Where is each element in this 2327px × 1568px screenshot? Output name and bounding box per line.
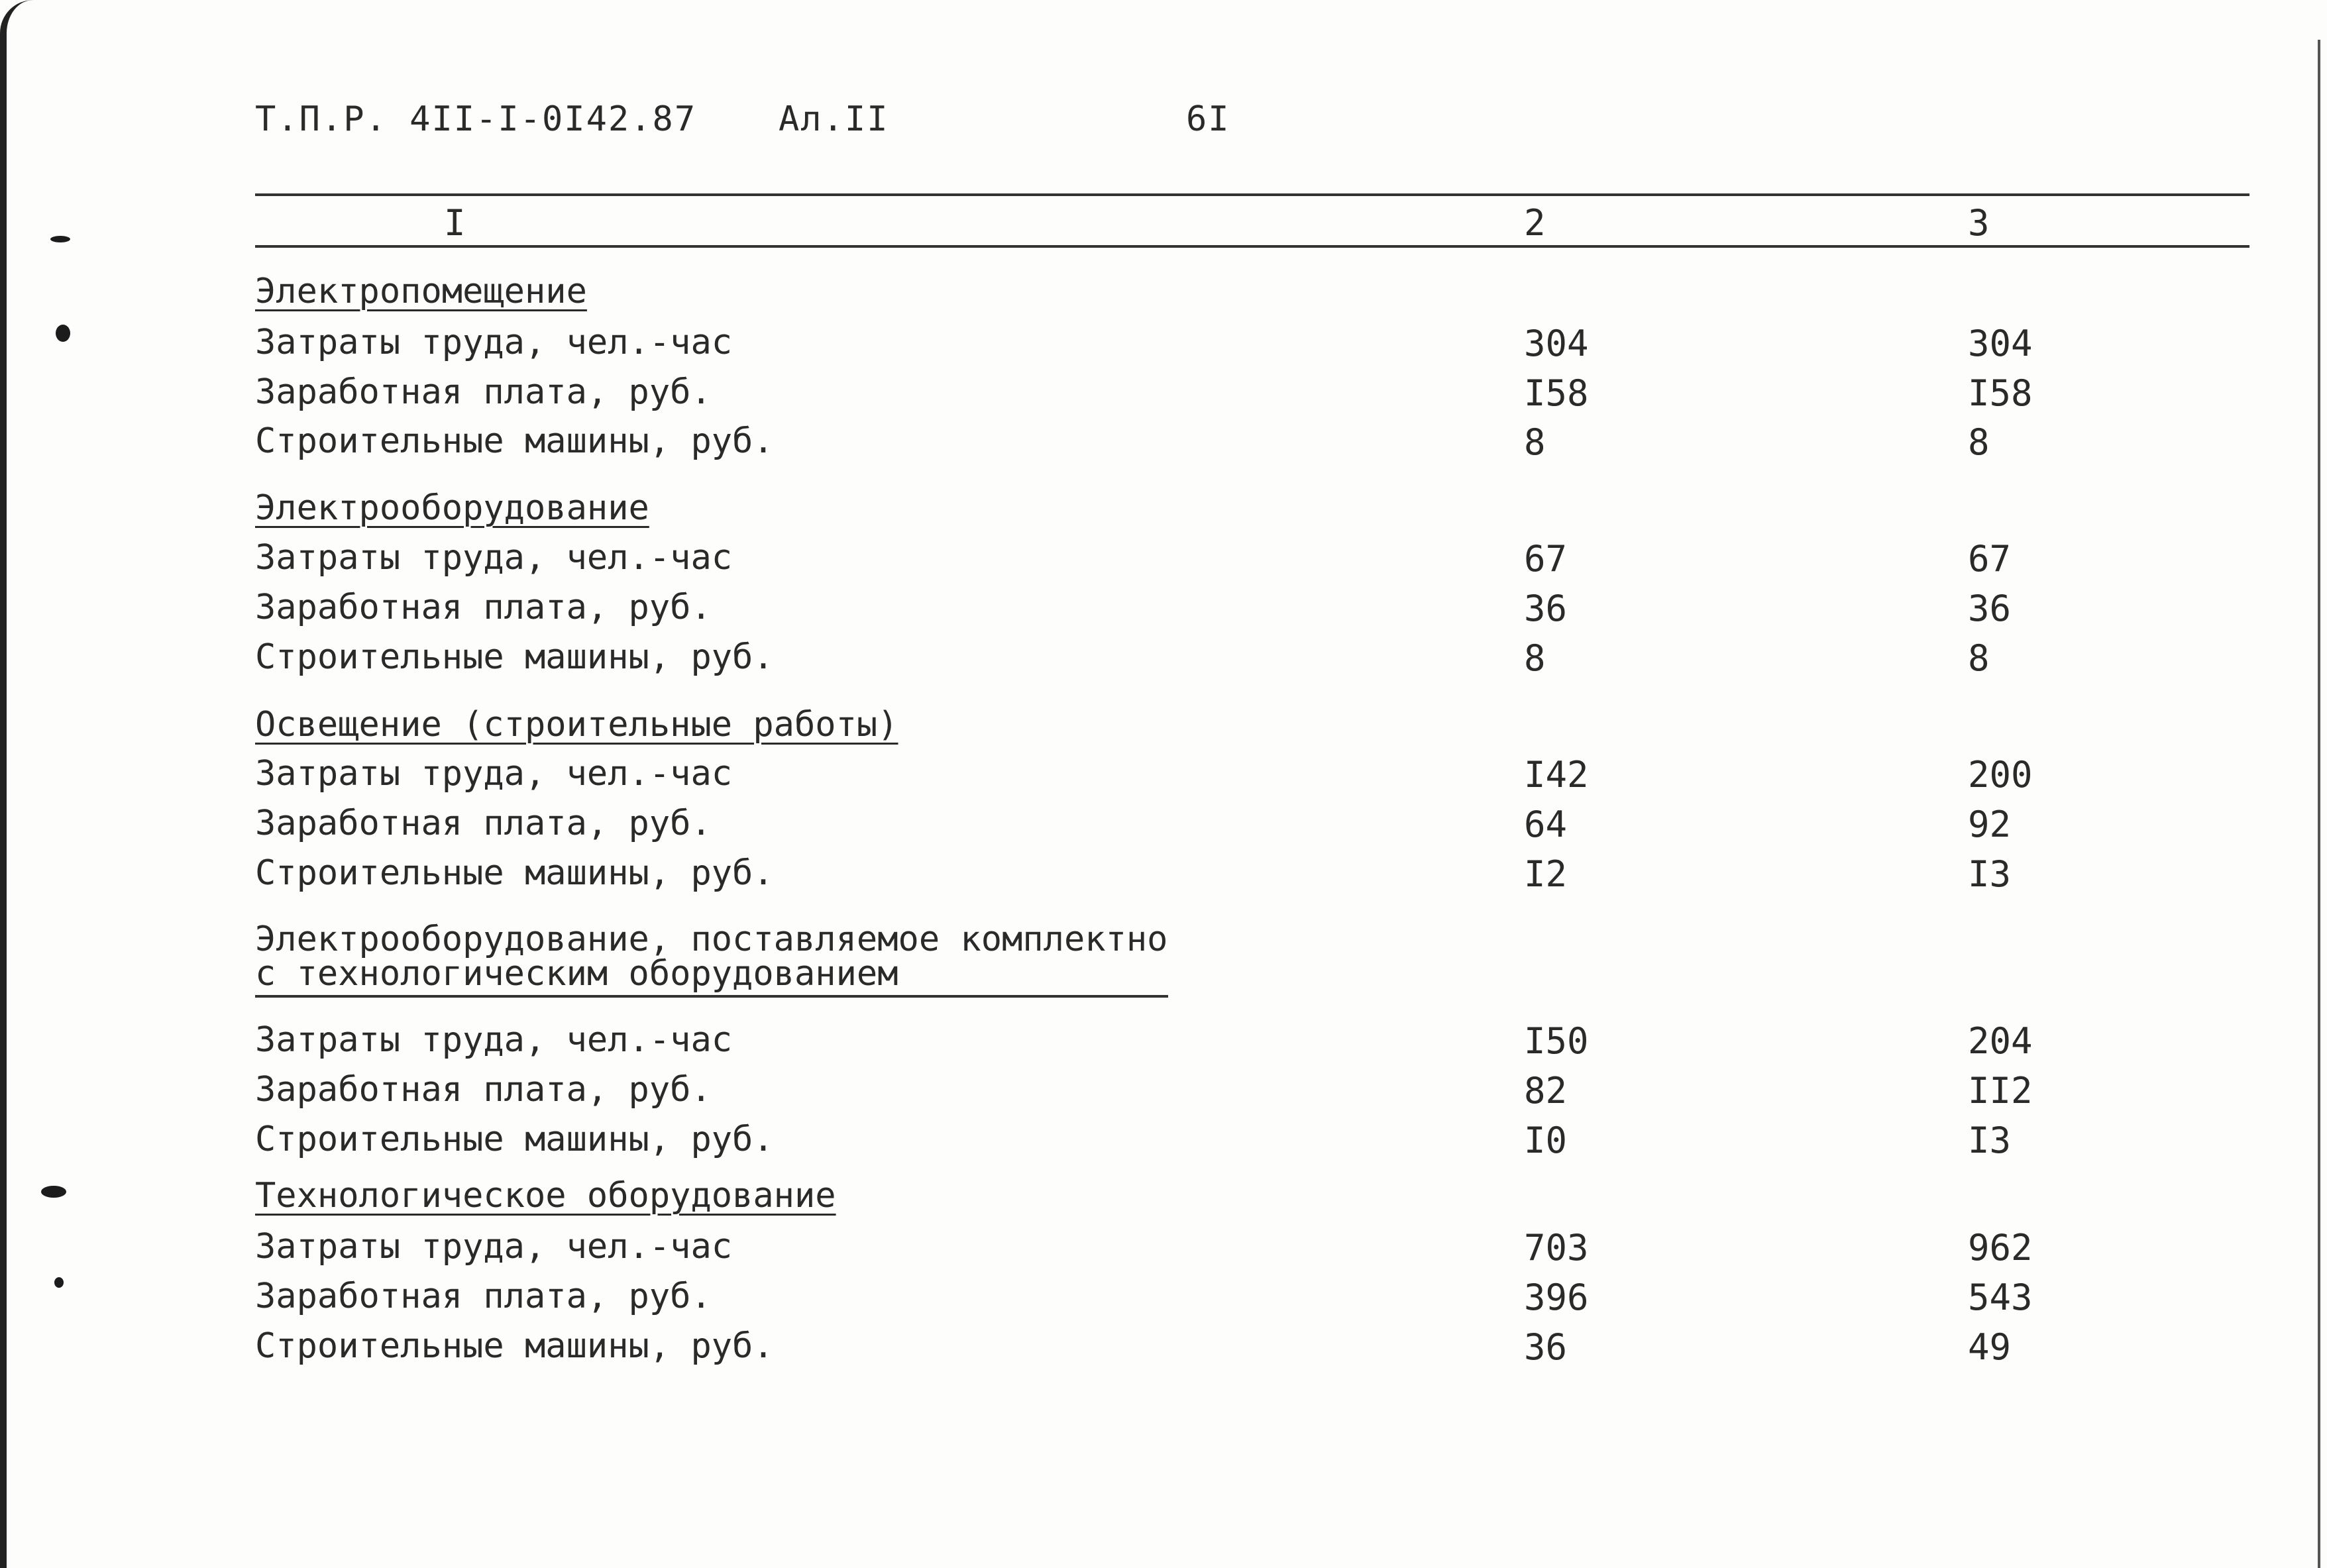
section-title-line: Электрооборудование, поставляемое комплектно (255, 919, 1168, 959)
value-col-3: I3 (1968, 1120, 2012, 1161)
value-col-2: 36 (1524, 588, 1568, 629)
row-label: Строительные машины, руб. (255, 637, 774, 677)
value-col-3: 8 (1968, 421, 1990, 463)
value-col-2: I50 (1524, 1020, 1589, 1062)
row-label: Затраты труда, чел.-час (255, 1020, 733, 1060)
value-col-3: 49 (1968, 1326, 2012, 1368)
row-label: Строительные машины, руб. (255, 1120, 774, 1159)
value-col-3: 67 (1968, 538, 2012, 580)
value-col-2: 396 (1524, 1277, 1589, 1318)
row-label: Заработная плата, руб. (255, 804, 712, 843)
row-label: Строительные машины, руб. (255, 421, 774, 461)
value-col-3: 304 (1968, 323, 2033, 364)
value-col-2: I58 (1524, 372, 1589, 414)
row-label: Строительные машины, руб. (255, 853, 774, 893)
value-col-2: 82 (1524, 1070, 1568, 1112)
page-number: 6I (1186, 99, 1230, 139)
row-label: Затраты труда, чел.-час (255, 323, 733, 362)
value-col-2: 36 (1524, 1326, 1568, 1368)
value-col-2: 304 (1524, 323, 1589, 364)
value-col-2: 8 (1524, 637, 1546, 679)
value-col-3: I3 (1968, 853, 2012, 895)
section-title: Электрооборудование (255, 488, 649, 528)
punch-mark (50, 236, 70, 242)
value-col-3: 200 (1968, 754, 2033, 796)
punch-mark (56, 325, 70, 342)
punch-mark (41, 1186, 66, 1198)
punch-mark (54, 1277, 64, 1288)
section-title: Технологическое оборудование (255, 1176, 836, 1216)
document-code: Т.П.Р. 4II-I-0I42.87 (255, 99, 697, 139)
value-col-2: 703 (1524, 1227, 1589, 1269)
row-label: Затраты труда, чел.-час (255, 754, 733, 794)
column-header-3: 3 (1968, 202, 1990, 244)
value-col-3: 204 (1968, 1020, 2033, 1062)
section-title-line: с технологическим оборудованием (255, 954, 898, 994)
table-header-rule (255, 245, 2249, 248)
row-label: Заработная плата, руб. (255, 1070, 712, 1110)
section-title: Электропомещение (255, 272, 587, 311)
table-top-rule (255, 193, 2249, 196)
value-col-2: I0 (1524, 1120, 1568, 1161)
value-col-2: I42 (1524, 754, 1589, 796)
value-col-3: 36 (1968, 588, 2012, 629)
column-header-1: I (444, 202, 466, 244)
value-col-2: I2 (1524, 853, 1568, 895)
value-col-3: I58 (1968, 372, 2033, 414)
row-label: Затраты труда, чел.-час (255, 1227, 733, 1267)
row-label: Затраты труда, чел.-час (255, 538, 733, 578)
row-label: Заработная плата, руб. (255, 1277, 712, 1316)
value-col-3: II2 (1968, 1070, 2033, 1112)
value-col-2: 67 (1524, 538, 1568, 580)
page-left-edge (0, 0, 33, 1568)
page-right-edge (2318, 40, 2320, 1568)
row-label: Заработная плата, руб. (255, 372, 712, 412)
value-col-3: 543 (1968, 1277, 2033, 1318)
row-label: Строительные машины, руб. (255, 1326, 774, 1366)
value-col-2: 64 (1524, 804, 1568, 845)
column-header-2: 2 (1524, 202, 1546, 244)
sheet-label: Ал.II (779, 99, 889, 139)
value-col-3: 8 (1968, 637, 1990, 679)
value-col-3: 962 (1968, 1227, 2033, 1269)
row-label: Заработная плата, руб. (255, 588, 712, 627)
value-col-3: 92 (1968, 804, 2012, 845)
section-title (255, 919, 1168, 998)
section-title: Освещение (строительные работы) (255, 705, 898, 745)
value-col-2: 8 (1524, 421, 1546, 463)
